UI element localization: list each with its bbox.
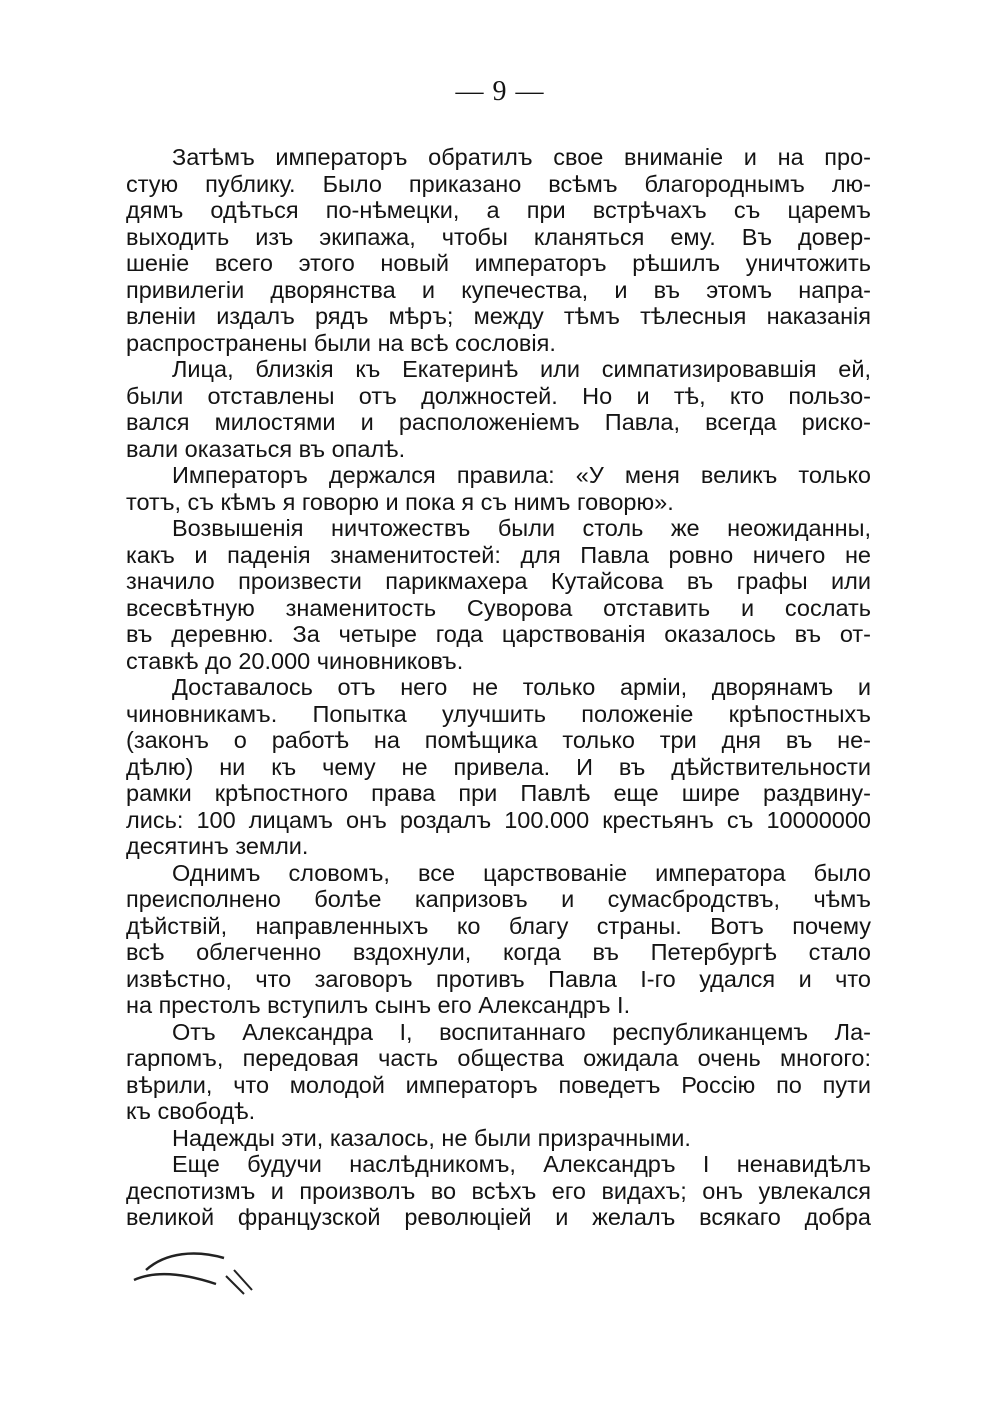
text-line: были отставлены отъ должностей. Но и тѣ, кто пользо- — [126, 382, 871, 409]
text-line: дѣйствій, направленныхъ ко благу страны. Вотъ почему — [126, 912, 871, 939]
text-line: Императоръ держался правила: «У меня великъ только — [172, 462, 871, 488]
text-line: дямъ одѣться по-нѣмецки, а при встрѣчахъ съ царемъ — [126, 197, 871, 223]
text-line: Затѣмъ императоръ обратилъ свое вниманіе и на про- — [172, 144, 871, 170]
text-line: дѣлю) ни къ чему не привела. И въ дѣйствительности — [126, 753, 871, 780]
text-line: ставкѣ до 20.000 чиновниковъ. — [126, 647, 464, 674]
text-line: Возвышенія ничтожествъ были столь же неожиданны, — [172, 515, 871, 541]
text-line: на престолъ вступилъ сынъ его Александръ І. — [126, 992, 631, 1018]
text-line: Однимъ словомъ, все царствованіе императора было — [172, 859, 871, 886]
text-line: рамки крѣпостного права при Павлѣ еще шире раздвину- — [126, 780, 871, 806]
text-line: десятинъ земли. — [126, 833, 309, 859]
text-line: лись: 100 лицамъ онъ роздалъ 100.000 крестьянъ съ 10000000 — [126, 806, 871, 833]
text-line: великой французской революціей и желалъ всякаго добра — [126, 1204, 871, 1230]
text-line: извѣстно, что заговоръ противъ Павла І-го удался и что — [126, 965, 871, 992]
text-line: (законъ о работѣ на помѣщика только три дня въ не- — [126, 727, 871, 753]
text-line: въ деревню. За четыре года царствованія оказалось въ от- — [126, 621, 871, 647]
text-line: преисполнено болѣе капризовъ и сумасбродствъ, чѣмъ — [126, 886, 871, 912]
text-line: гарпомъ, передовая часть общества ожидала очень многого: — [126, 1045, 871, 1071]
text-line: всѣ облегченно вздохнули, когда въ Петербургѣ стало — [126, 939, 871, 965]
text-line: привилегіи дворянства и купечества, и въ этомъ напра- — [126, 276, 871, 303]
text-line: Отъ Александра І, воспитаннаго республиканцемъ Ла- — [172, 1018, 871, 1045]
text-line: какъ и паденія знаменитостей: для Павла ровно ничего не — [126, 541, 871, 568]
text-line: вали оказаться въ опалѣ. — [126, 435, 406, 462]
text-line: Доставалось отъ него не только арміи, дворянамъ и — [172, 674, 871, 700]
text-line: вѣрили, что молодой императоръ поведетъ Россію по пути — [126, 1071, 871, 1098]
text-line: стую публику. Было приказано всѣмъ благороднымъ лю- — [126, 170, 871, 197]
text-line: всесвѣтную знаменитость Суворова отставить и сослать — [126, 594, 871, 621]
text-line: тотъ, съ кѣмъ я говорю и пока я съ нимъ говорю». — [126, 488, 674, 515]
text-line: вленіи издалъ рядъ мѣръ; между тѣмъ тѣлесныя наказанія — [126, 303, 871, 329]
text-line: къ свободѣ. — [126, 1098, 256, 1124]
text-line: распространены были на всѣ сословія. — [126, 329, 556, 356]
text-line: чиновникамъ. Попытка улучшить положеніе крѣпостныхъ — [126, 700, 871, 727]
text-line: Надежды эти, казалось, не были призрачными. — [172, 1124, 691, 1151]
body-text — [126, 144, 871, 1231]
library-stamp-mark — [126, 1240, 276, 1296]
text-line: вался милостями и расположеніемъ Павла, всегда риско- — [126, 409, 871, 435]
text-line: выходить изъ экипажа, чтобы кланяться ему. Въ довер- — [126, 223, 871, 250]
text-line: шеніе всего этого новый императоръ рѣшилъ уничтожить — [126, 250, 871, 276]
page-number: — 9 — — [455, 76, 545, 107]
text-line: деспотизмъ и произволъ во всѣхъ его видахъ; онъ увлекался — [126, 1177, 871, 1204]
text-line: Лица, близкія къ Екатеринѣ или симпатизировавшія ей, — [172, 356, 871, 382]
text-line: Еще будучи наслѣдникомъ, Александръ І ненавидѣлъ — [172, 1151, 871, 1177]
text-line: значило произвести парикмахера Кутайсова въ графы или — [126, 568, 871, 594]
